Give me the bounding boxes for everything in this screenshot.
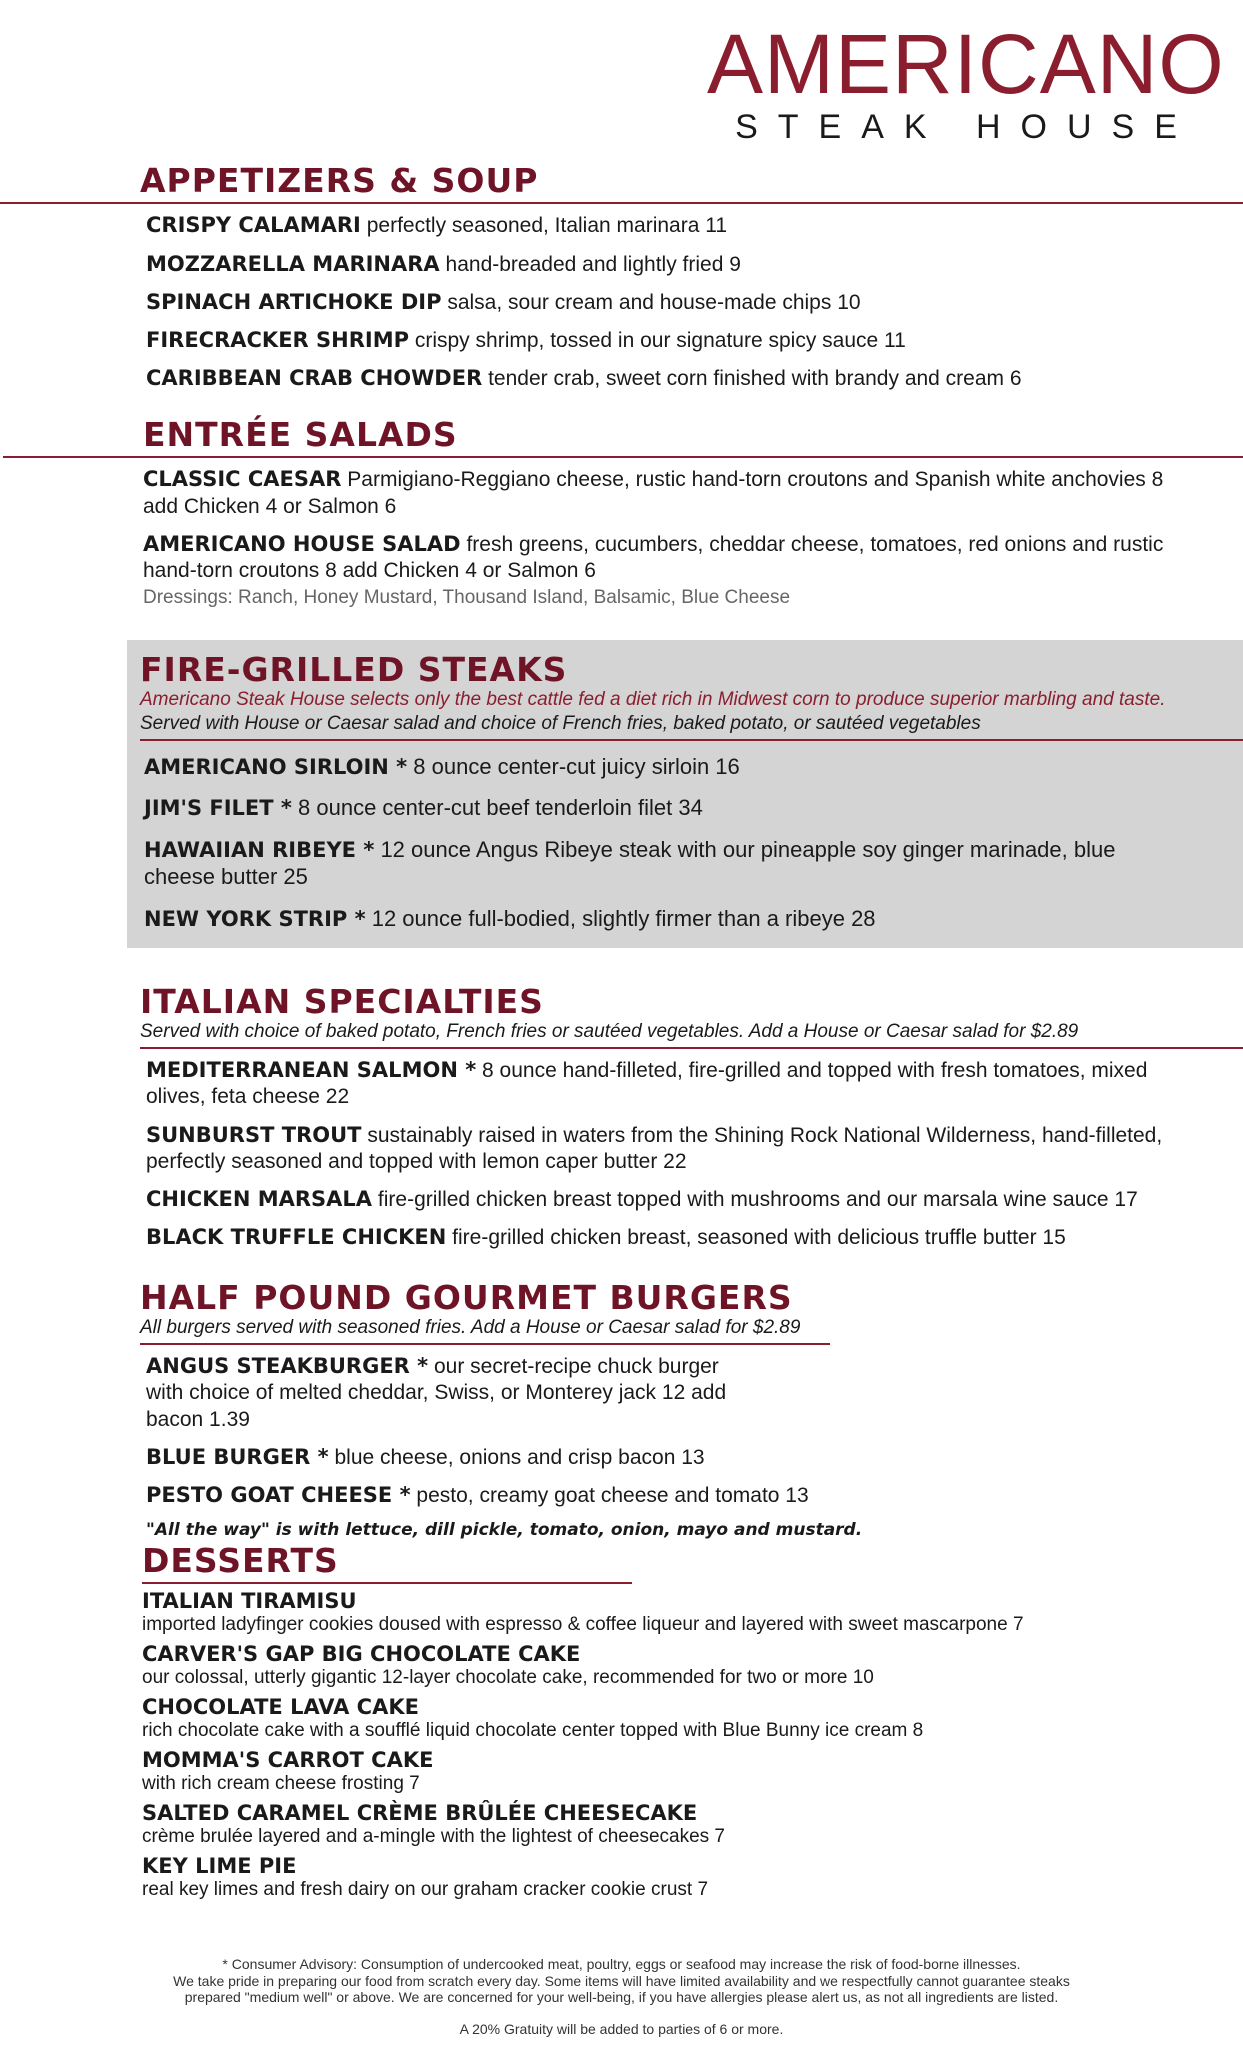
item-desc: 12 ounce full-bodied, slightly firmer than a ribeye 28 bbox=[371, 905, 876, 931]
item-name: PESTO GOAT CHEESE * bbox=[146, 1483, 411, 1508]
menu-item bbox=[146, 1186, 1183, 1213]
menu-item bbox=[146, 1353, 750, 1433]
section-italian bbox=[140, 984, 1183, 1263]
item-name: SPINACH ARTICHOKE DIP bbox=[146, 289, 442, 314]
item-desc: imported ladyfinger cookies doused with espresso & coffee liqueur and layered with sweet mascarpone 7 bbox=[142, 1614, 1024, 1636]
item-name: CARVER'S GAP BIG CHOCOLATE CAKE bbox=[142, 1642, 581, 1667]
item-desc: 8 ounce center-cut beef tenderloin filet 34 bbox=[298, 795, 703, 821]
item-name: NEW YORK STRIP * bbox=[144, 906, 366, 931]
menu-item bbox=[146, 365, 1243, 392]
item-name: KEY LIME PIE bbox=[142, 1854, 297, 1879]
item-name: CRISPY CALAMARI bbox=[146, 213, 361, 238]
section-title: ENTRÉE SALADS bbox=[143, 415, 458, 454]
item-desc: fire-grilled chicken breast topped with mushrooms and our marsala wine sauce 17 bbox=[377, 1188, 1138, 1212]
item-desc: fresh greens, cucumbers, cheddar cheese, tomatoes, red onions and rustic hand-torn croutons 8 add Chicken 4 or Salmon 6 bbox=[143, 532, 1164, 583]
menu-item bbox=[144, 836, 1183, 891]
gratuity-note: A 20% Gratuity will be added to parties of 6 or more. bbox=[459, 2021, 784, 2037]
item-desc: 8 ounce center-cut juicy sirloin 16 bbox=[413, 753, 740, 779]
advisory-line: prepared "medium well" or above. We are concerned for your well-being, if you have allergies please alert us, as not all ingredients are listed. bbox=[184, 1989, 1059, 2006]
brand-name: AMERICANO bbox=[707, 17, 1225, 111]
divider bbox=[140, 1047, 1243, 1049]
menu-item bbox=[146, 1122, 1183, 1176]
section-burgers bbox=[140, 1280, 920, 1540]
menu-item bbox=[146, 251, 1243, 278]
menu-item bbox=[144, 905, 1223, 933]
menu-item bbox=[146, 1482, 920, 1509]
menu-item bbox=[144, 794, 1223, 822]
item-name: ITALIAN TIRAMISU bbox=[142, 1589, 357, 1614]
item-desc: tender crab, sweet corn finished with brandy and cream 6 bbox=[488, 367, 1022, 391]
item-name: FIRECRACKER SHRIMP bbox=[146, 328, 409, 353]
item-desc: blue cheese, onions and crisp bacon 13 bbox=[334, 1445, 705, 1469]
item-desc: our colossal, utterly gigantic 12-layer chocolate cake, recommended for two or more 10 bbox=[142, 1667, 874, 1689]
menu-item bbox=[146, 1444, 920, 1471]
item-desc: Parmigiano-Reggiano cheese, rustic hand-torn croutons and Spanish white anchovies 8 add Chicken 4 or Salmon 6 bbox=[143, 468, 1164, 518]
item-name: HAWAIIAN RIBEYE * bbox=[144, 837, 375, 862]
item-desc: hand-breaded and lightly fried 9 bbox=[445, 252, 741, 276]
all-the-way-note: "All the way" is with lettuce, dill pickle, tomato, onion, mayo and mustard. bbox=[146, 1520, 863, 1541]
item-desc: pesto, creamy goat cheese and tomato 13 bbox=[416, 1484, 809, 1508]
item-desc: 12 ounce Angus Ribeye steak with our pineapple soy ginger marinade, blue cheese butter 25 bbox=[144, 836, 1116, 890]
divider bbox=[140, 1343, 830, 1345]
brand-subtitle: STEAK HOUSE bbox=[735, 108, 1197, 146]
item-name: SALTED CARAMEL CRÈME BRÛLÉE CHEESECAKE bbox=[142, 1801, 698, 1826]
dessert-item bbox=[142, 1854, 1183, 1902]
consumer-advisory bbox=[0, 1956, 1243, 2006]
menu-item bbox=[143, 531, 1183, 585]
item-name: MEDITERRANEAN SALMON * bbox=[146, 1058, 477, 1083]
section-appetizers bbox=[140, 163, 1243, 404]
burgers-note: All burgers served with seasoned fries. Add a House or Caesar salad for $2.89 bbox=[140, 1317, 801, 1339]
dessert-item bbox=[142, 1642, 1183, 1690]
item-desc: 8 ounce hand-filleted, fire-grilled and topped with fresh tomatoes, mixed olives, feta cheese 22 bbox=[146, 1059, 1148, 1109]
menu-item bbox=[146, 289, 1243, 316]
item-desc: salsa, sour cream and house-made chips 10 bbox=[447, 290, 861, 314]
menu-item bbox=[146, 212, 1243, 239]
item-desc: fire-grilled chicken breast, seasoned with delicious truffle butter 15 bbox=[452, 1226, 1066, 1250]
item-name: MOMMA'S CARROT CAKE bbox=[142, 1748, 434, 1773]
menu-item bbox=[143, 466, 1183, 520]
menu-item bbox=[146, 327, 1243, 354]
dessert-item bbox=[142, 1695, 1183, 1743]
brand-logo bbox=[707, 17, 1225, 146]
divider bbox=[140, 739, 1243, 741]
item-name: MOZZARELLA MARINARA bbox=[146, 251, 440, 276]
item-name: CARIBBEAN CRAB CHOWDER bbox=[146, 366, 483, 391]
dessert-item bbox=[142, 1801, 1183, 1849]
section-title: DESSERTS bbox=[142, 1541, 339, 1580]
section-title: FIRE-GRILLED STEAKS bbox=[140, 650, 568, 689]
item-name: CHOCOLATE LAVA CAKE bbox=[142, 1695, 419, 1720]
section-title: HALF POUND GOURMET BURGERS bbox=[140, 1278, 793, 1317]
divider bbox=[142, 1582, 632, 1584]
steaks-note: Served with House or Caesar salad and choice of French fries, baked potato, or sautéed vegetables bbox=[140, 713, 981, 735]
menu-item bbox=[146, 1224, 1183, 1251]
item-desc: sustainably raised in waters from the Shining Rock National Wilderness, hand-filleted, perfectly seasoned and topped with lemon caper butter 22 bbox=[146, 1123, 1163, 1173]
dessert-item bbox=[142, 1589, 1183, 1637]
item-name: CLASSIC CAESAR bbox=[143, 467, 342, 492]
item-name: AMERICANO HOUSE SALAD bbox=[143, 531, 461, 556]
item-desc: crispy shrimp, tossed in our signature spicy sauce 11 bbox=[414, 329, 906, 353]
section-desserts bbox=[142, 1543, 1183, 1902]
item-desc: our secret-recipe chuck burger with choice of melted cheddar, Swiss, or Monterey jack 12 add bacon 1.39 bbox=[146, 1355, 727, 1431]
divider bbox=[3, 456, 1243, 458]
item-name: AMERICANO SIRLOIN * bbox=[144, 754, 408, 779]
italian-note: Served with choice of baked potato, French fries or sautéed vegetables. Add a House or Caesar salad for $2.89 bbox=[140, 1021, 1079, 1043]
item-name: CHICKEN MARSALA bbox=[146, 1187, 373, 1212]
advisory-line: * Consumer Advisory: Consumption of undercooked meat, poultry, eggs or seafood may increase the risk of food-borne illnesses. bbox=[222, 1956, 1021, 1972]
steaks-note: Americano Steak House selects only the best cattle fed a diet rich in Midwest corn to produce superior marbling and taste. bbox=[140, 689, 1166, 711]
section-title: APPETIZERS & SOUP bbox=[140, 161, 539, 200]
item-name: ANGUS STEAKBURGER * bbox=[146, 1354, 429, 1379]
item-desc: perfectly seasoned, Italian marinara 11 bbox=[366, 214, 728, 238]
item-name: JIM'S FILET * bbox=[144, 796, 292, 821]
divider bbox=[0, 202, 1243, 204]
dressings-note: Dressings: Ranch, Honey Mustard, Thousand Island, Balsamic, Blue Cheese bbox=[143, 587, 791, 609]
section-title: ITALIAN SPECIALTIES bbox=[140, 982, 544, 1021]
menu-item bbox=[146, 1057, 1183, 1111]
section-steaks bbox=[140, 652, 1223, 946]
item-desc: with rich cream cheese frosting 7 bbox=[142, 1773, 420, 1795]
advisory-line: We take pride in preparing our food from scratch every day. Some items will have limited availability and we respectfully cannot guarantee steaks bbox=[173, 1972, 1070, 1989]
item-desc: rich chocolate cake with a soufflé liquid chocolate center topped with Blue Bunny ice cream 8 bbox=[142, 1720, 924, 1742]
item-name: BLACK TRUFFLE CHICKEN bbox=[146, 1225, 447, 1250]
dessert-item bbox=[142, 1748, 1183, 1796]
item-desc: real key limes and fresh dairy on our graham cracker cookie crust 7 bbox=[142, 1879, 709, 1901]
section-salads bbox=[143, 417, 1183, 609]
menu-item bbox=[144, 753, 1223, 781]
item-name: SUNBURST TROUT bbox=[146, 1122, 362, 1147]
item-name: BLUE BURGER * bbox=[146, 1444, 329, 1469]
item-desc: crème brulée layered and a-mingle with the lightest of cheesecakes 7 bbox=[142, 1826, 725, 1848]
